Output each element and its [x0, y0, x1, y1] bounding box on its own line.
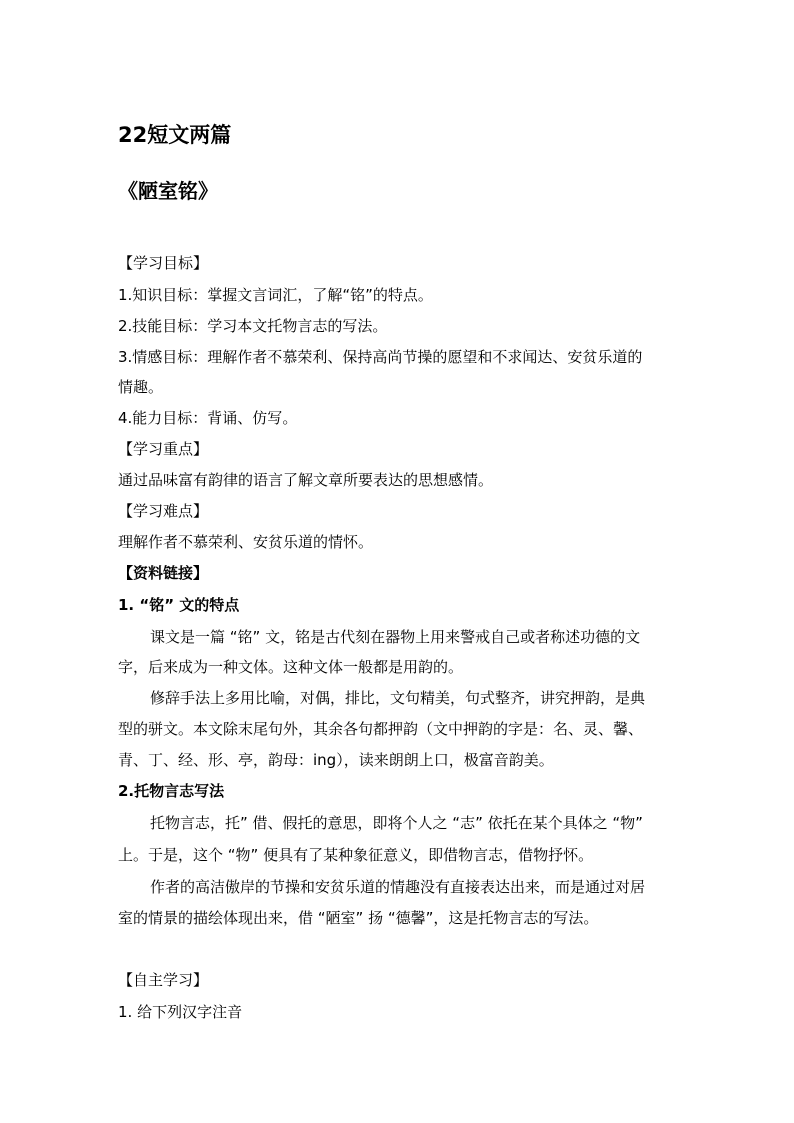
- reference-heading: 【资料链接】: [118, 564, 209, 582]
- self-study-item-1: 1. 给下列汉字注音: [118, 1003, 243, 1021]
- reference-1-para1-line2: 字，后来成为一种文体。这种文体一般都是用韵的。: [118, 658, 464, 676]
- reference-1-para2-line2: 型的骈文。本文除末尾句外，其余各句都押韵（文中押韵的字是：名、灵、馨、: [118, 720, 644, 738]
- reference-2-para2-line2: 室的情景的描绘体现出来，借 “陋室” 扬 “德馨”，这是托物言志的写法。: [118, 909, 599, 927]
- goal-3-line1: 3.情感目标：理解作者不慕荣利、保持高尚节操的愿望和不求闻达、安贫乐道的: [118, 348, 643, 366]
- goal-4: 4.能力目标：背诵、仿写。: [118, 409, 298, 427]
- reference-2-para1-line1: 托物言志，托” 借、假托的意思，即将个人之 “志” 依托在某个具体之 “物”: [150, 814, 643, 832]
- doc-title: 22短文两篇: [118, 123, 232, 147]
- difficulty-heading: 【学习难点】: [118, 502, 209, 520]
- reference-1-para2-line3: 青、丁、经、形、亭，韵母：ing），读来朗朗上口，极富音韵美。: [118, 751, 554, 769]
- goal-3-line2: 情趣。: [118, 378, 164, 396]
- difficulty-text: 理解作者不慕荣利、安贫乐道的情怀。: [118, 533, 374, 551]
- key-text: 通过品味富有韵律的语言了解文章所要表达的思想感情。: [118, 471, 494, 489]
- reference-1-para2-line1: 修辞手法上多用比喻，对偶，排比，文句精美，句式整齐，讲究押韵，是典: [150, 689, 646, 707]
- reference-1-heading: 1. “铭” 文的特点: [118, 596, 240, 614]
- key-heading: 【学习重点】: [118, 440, 209, 458]
- doc-subtitle: 《陋室铭》: [118, 179, 218, 203]
- reference-2-para1-line2: 上。于是，这个 “物” 便具有了某种象征意义，即借物言志，借物抒怀。: [118, 846, 594, 864]
- goal-1: 1.知识目标：掌握文言词汇，了解“铭”的特点。: [118, 286, 433, 304]
- goals-heading: 【学习目标】: [118, 254, 209, 272]
- reference-2-para2-line1: 作者的高洁傲岸的节操和安贫乐道的情趣没有直接表达出来，而是通过对居: [150, 878, 646, 896]
- reference-2-heading: 2.托物言志写法: [118, 782, 225, 800]
- self-study-heading: 【自主学习】: [118, 971, 209, 989]
- reference-1-para1-line1: 课文是一篇 “铭” 文，铭是古代刻在器物上用来警戒自己或者称述功德的文: [150, 628, 641, 646]
- goal-2: 2.技能目标：学习本文托物言志的写法。: [118, 317, 388, 335]
